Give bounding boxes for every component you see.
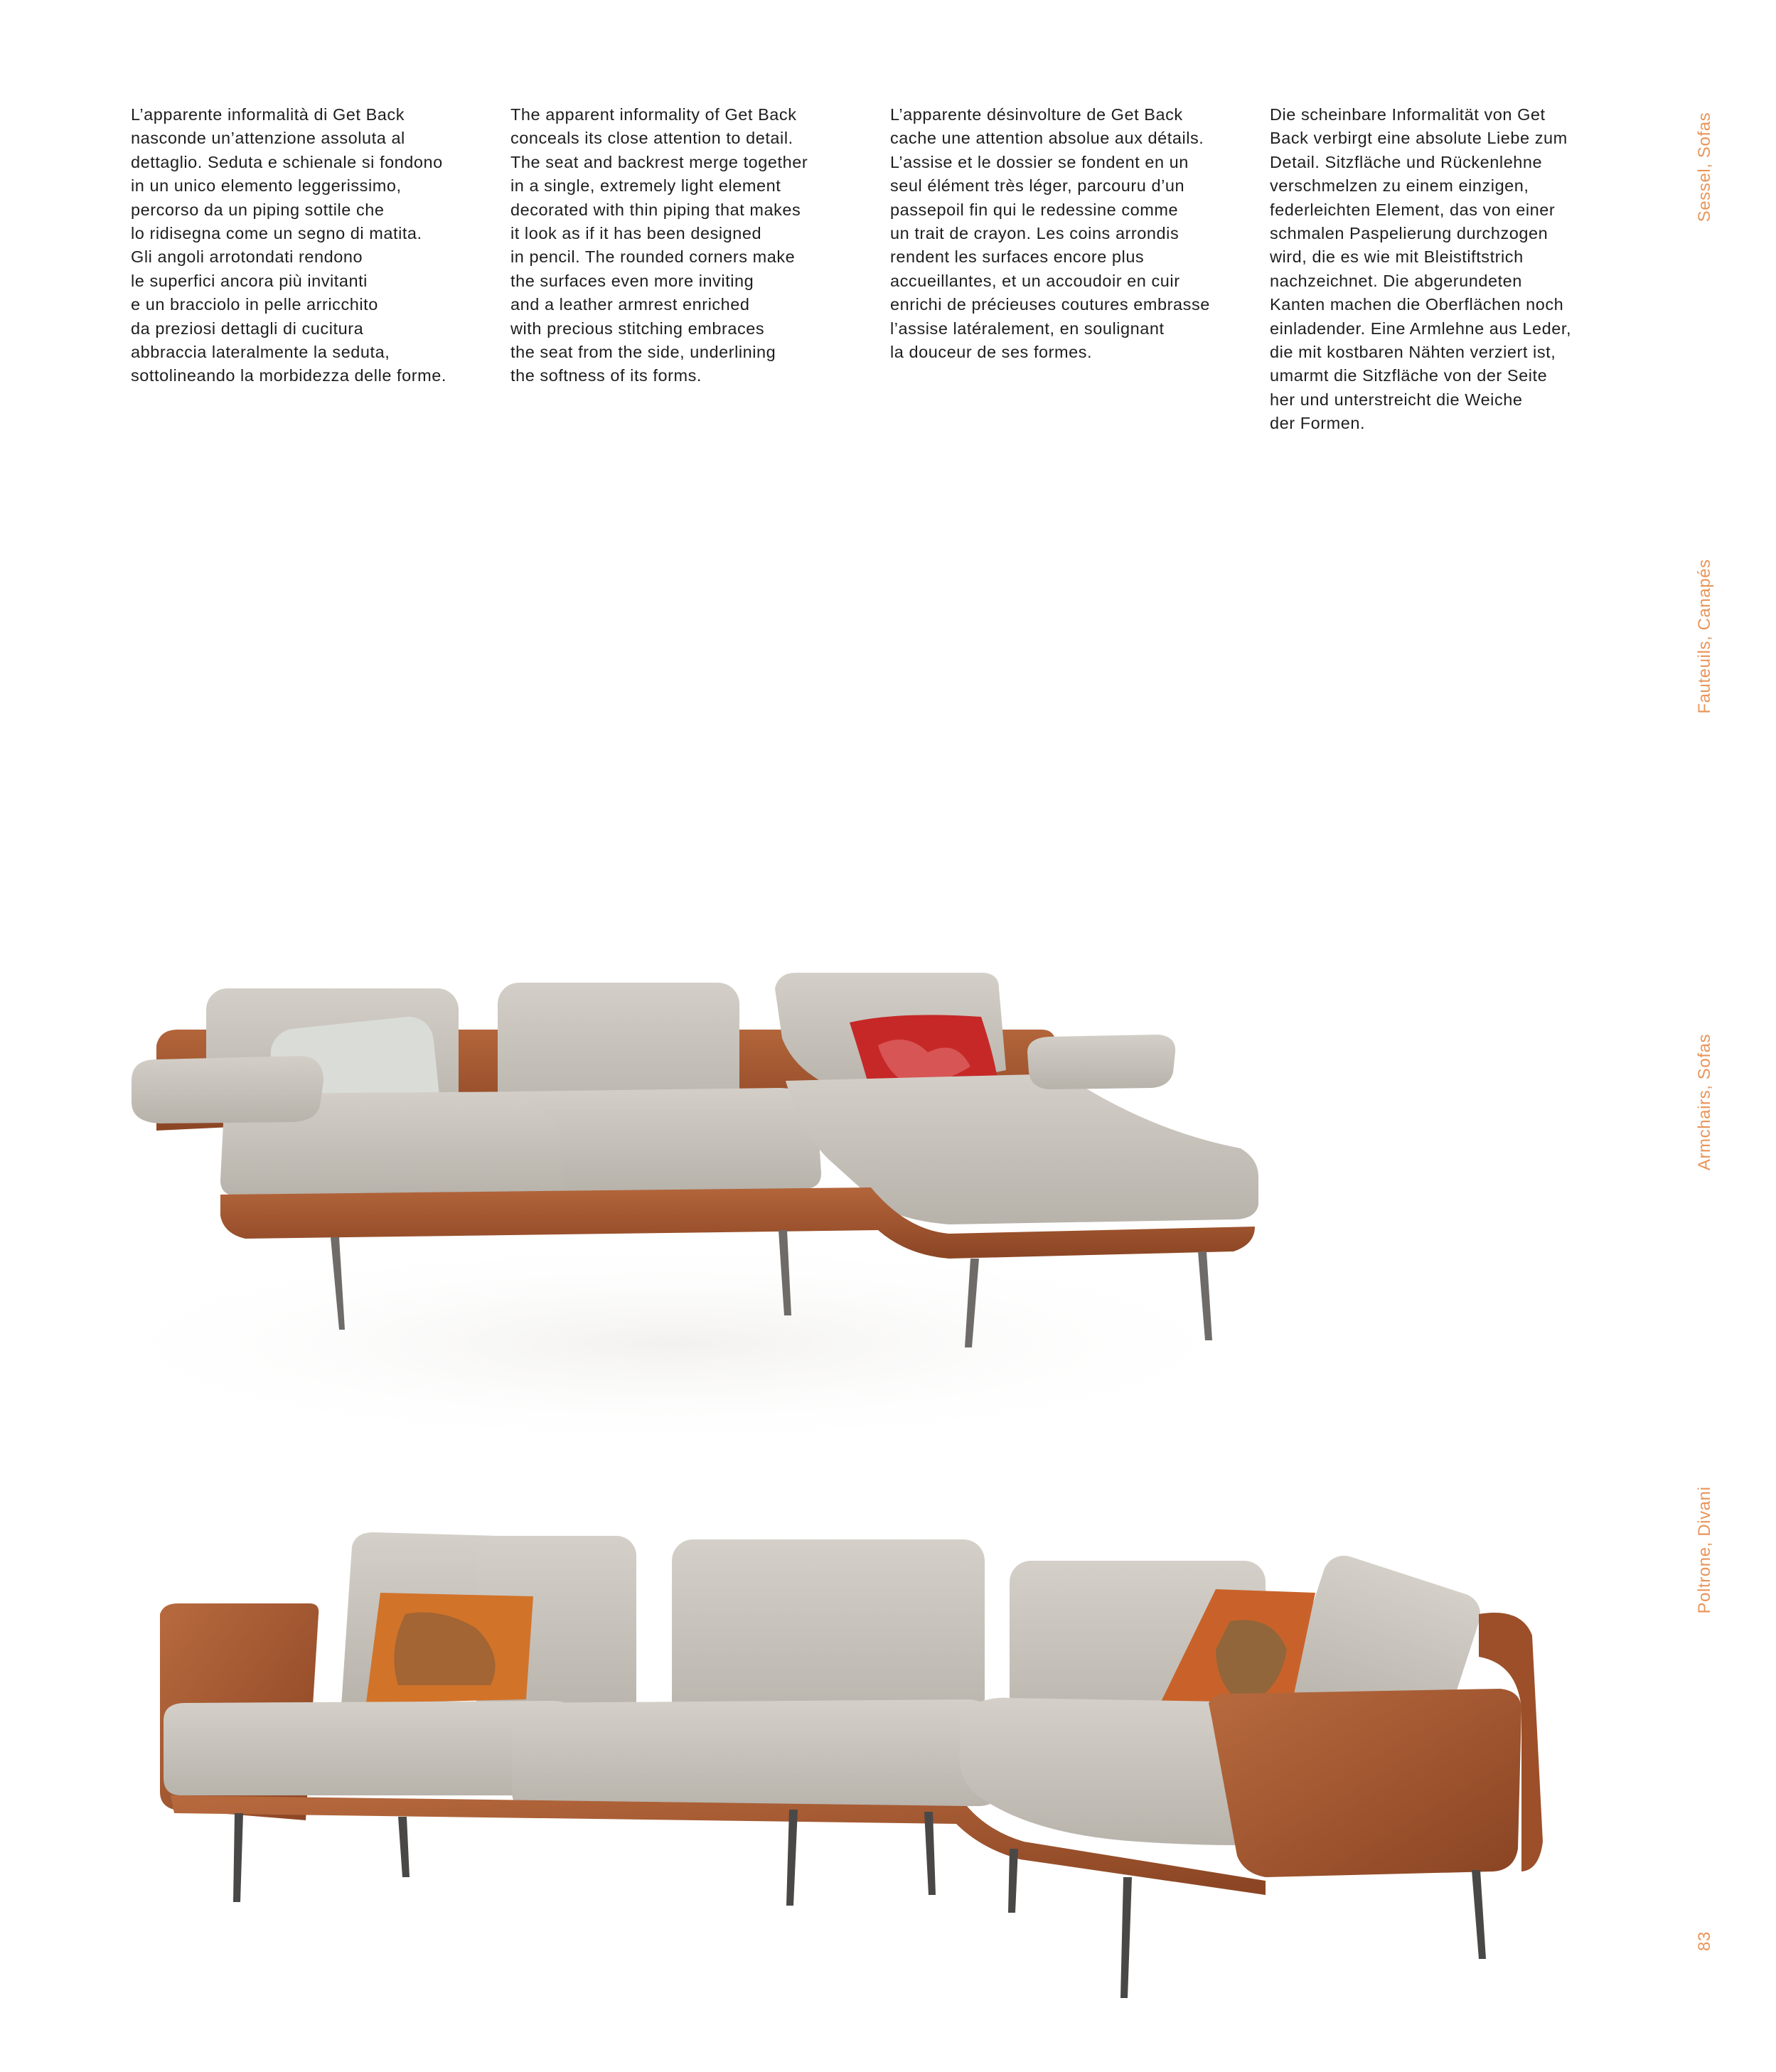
sofa-leg	[924, 1812, 936, 1895]
sofa-leg	[786, 1810, 798, 1906]
leather-armrest-right	[1209, 1689, 1521, 1877]
sofa-leg	[233, 1813, 243, 1902]
page-number: 83	[1695, 1931, 1714, 1951]
sofa-leg	[1008, 1849, 1018, 1913]
sofa-photo-corner	[107, 1507, 1621, 2019]
description-english: The apparent informality of Get Back conceals its close attention to detail. The seat and backrest merge together in a single, extremely light element decorated with thin piping that makes it look as if it has been designed in pencil. The rounded corners make the surfaces even more inviting and a leather armrest enriched with precious stitching embraces the seat from the side, underlining the softness of its forms.	[510, 105, 808, 385]
armrest-right	[1027, 1035, 1175, 1089]
sofa-leg	[1472, 1870, 1486, 1959]
description-italian: L’apparente informalità di Get Back nasconde un’attenzione assoluta al dettaglio. Seduta e schienale si fondono in un unico elemento leggerissimo, percorso da un piping sottile che lo ridisegna come un segno di matita. Gli angoli arrotondati rendono le superfici ancora più invitanti e un bracciolo in pelle arricchito da preziosi dettagli di cucitura abbraccia lateralmente la seduta, sottolineando la morbidezza delle forme.	[131, 105, 446, 385]
floor-shadow	[46, 1237, 1298, 1451]
side-label-italian: Poltrone, Divani	[1695, 1486, 1714, 1614]
sofa-leg	[1120, 1877, 1132, 1998]
seat-cushion	[512, 1699, 999, 1810]
back-cushion	[672, 1539, 985, 1728]
side-label-english: Armchairs, Sofas	[1695, 1033, 1714, 1171]
sofa-leg	[398, 1817, 410, 1877]
armrest-left	[132, 1056, 323, 1123]
side-label-french: Fauteuils, Canapés	[1695, 559, 1714, 714]
description-german: Die scheinbare Informalität von Get Back verbirgt eine absolute Liebe zum Detail. Sitzfläche und Rückenlehne verschmelzen zu einem einzigen, federleichten Element, das von einer schmalen Paspelierung durchzogen wird, die es wie mit Bleistiftstrich nachzeichnet. Die abgerundeten Kanten machen die Oberflächen noch einladender. Eine Armlehne aus Leder, die mit kostbaren Nähten verziert ist, umarmt die Sitzfläche von der Seite her und unterstreicht die Weiche der Formen.	[1270, 105, 1572, 433]
side-label-german: Sessel, Sofas	[1695, 112, 1714, 223]
description-french: L’apparente désinvolture de Get Back cache une attention absolue aux détails. L’assise et le dossier se fondent en un seul élément très léger, parcouru d’un passepoil fin qui le redessine comme un trait de crayon. Les coins arrondis rendent les surfaces encore plus accueillantes, et un accoudoir en cuir enrichi de précieuses coutures embrasse l’assise latéralement, en soulignant la douceur de ses formes.	[890, 105, 1210, 362]
sofa-photo-chaise	[32, 946, 1369, 1472]
